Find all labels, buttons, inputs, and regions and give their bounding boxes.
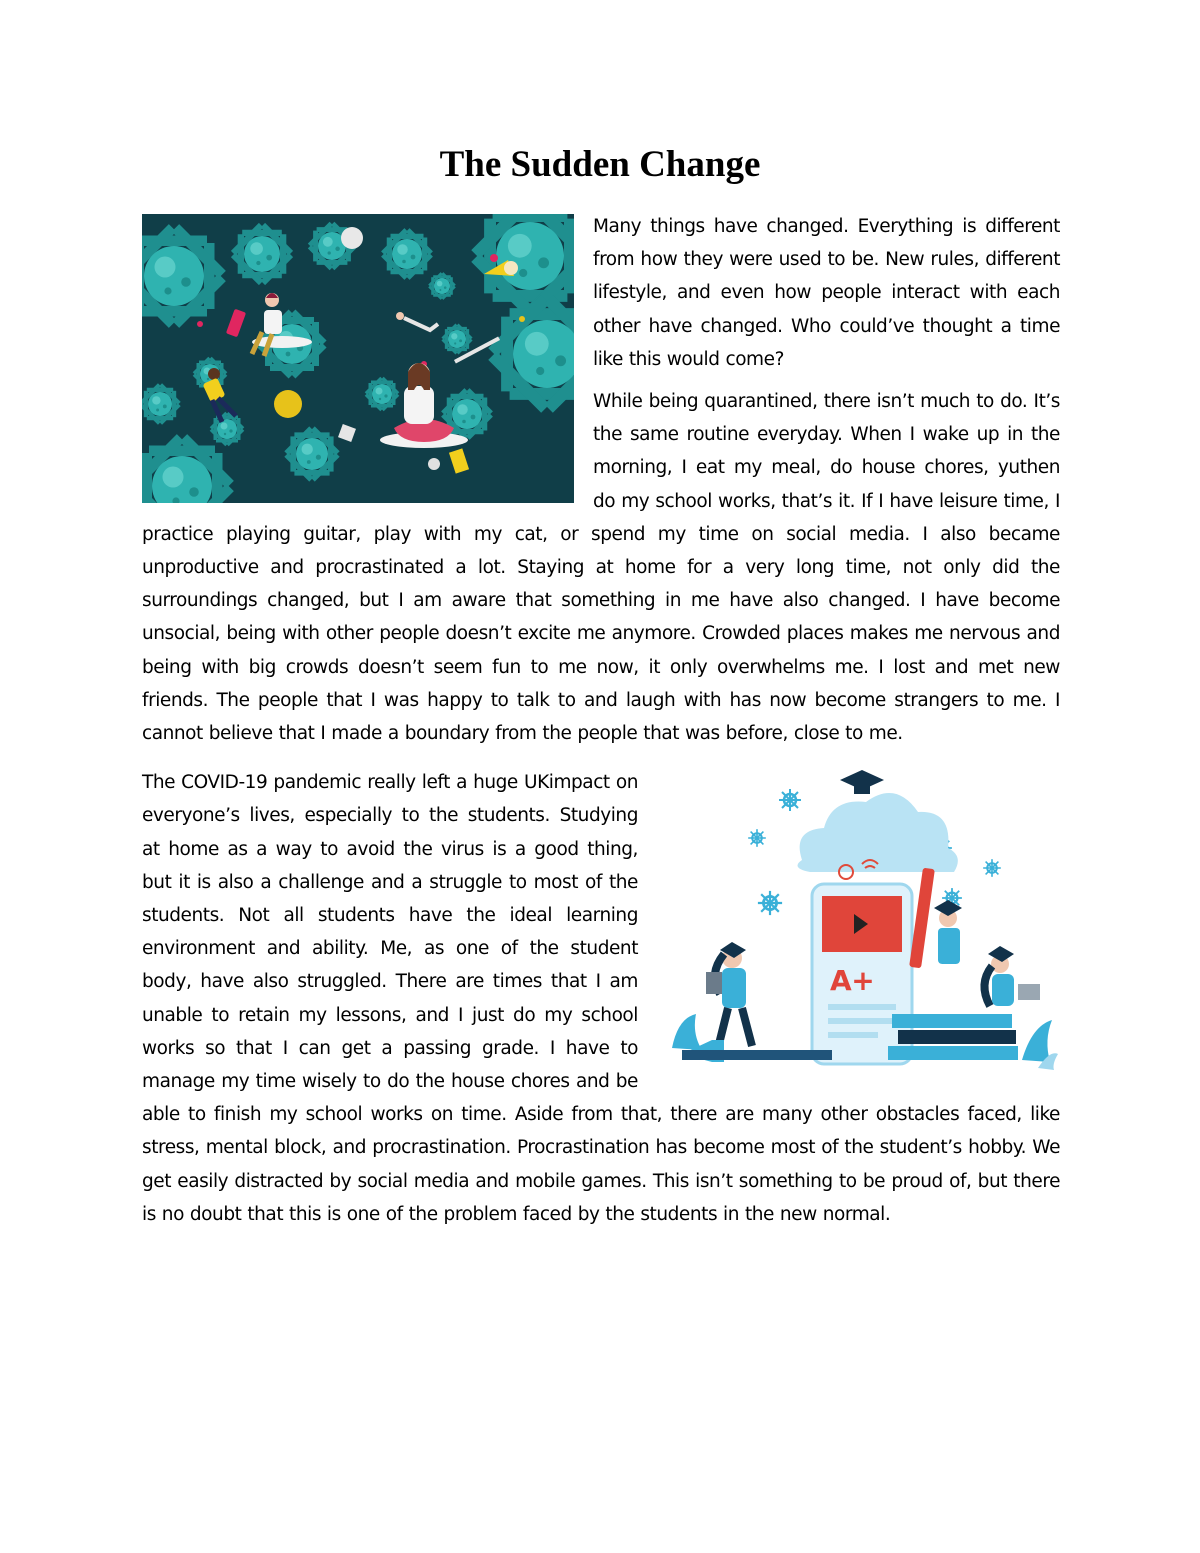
page-title: The Sudden Change [439,144,761,185]
paragraph-1: Many things have changed. Everything is different from how they were used to be. New rules, different lifestyle, and even how people interact with each other have changed. Who could’ve thought a time like this would come? [593,216,1060,370]
paragraph-2: While being quarantined, there isn’t much to do. It’s the same routine everyday. When I wake up in the morning, I eat my meal, do house chores, yuthen do my school works, that’s it. If I have leisure time, I practice playing guitar, play with my cat, or spend my time on social media. I also became unproductive and procrastinated a lot. Staying at home for a very long time, not only did the surroundings changed, but I am aware that something in me have also changed. I have become unsocial, being with other people doesn’t excite me anymore. Crowded places makes me nervous and being with big crowds doesn’t seem fun to me now, it only overwhelms me. I lost and met new friends. The people that I was happy to talk to and laugh with has now become strangers to me. I cannot believe that I made a boundary from the people that was before, close to me. [142,391,1060,745]
grade-badge: A+ [830,964,875,998]
online-learning-illustration [662,768,1060,1076]
document-body [142,210,1060,1231]
paragraph-3: The COVID-19 pandemic really left a huge UKimpact on everyone’s lives, especially to the students. Studying at home as a way to avoid the virus is a good thing, but it is also a challenge and a struggle to most of the students. Not all students have the ideal learning environment and ability. Me, as one of the student body, have also struggled. There are times that I am unable to retain my lessons, and I just do my school works so that I can get a passing grade. I have to manage my time wisely to do the house chores and be able to finish my school works on time. Aside from that, there are many other obstacles faced, like stress, mental block, and procrastination. Procrastination has become most of the student’s hobby. We get easily distracted by social media and mobile games. This isn’t something to be proud of, but there is no doubt that this is one of the problem faced by the students in the new normal. [142,772,1060,1225]
virus-illustration [142,214,574,503]
